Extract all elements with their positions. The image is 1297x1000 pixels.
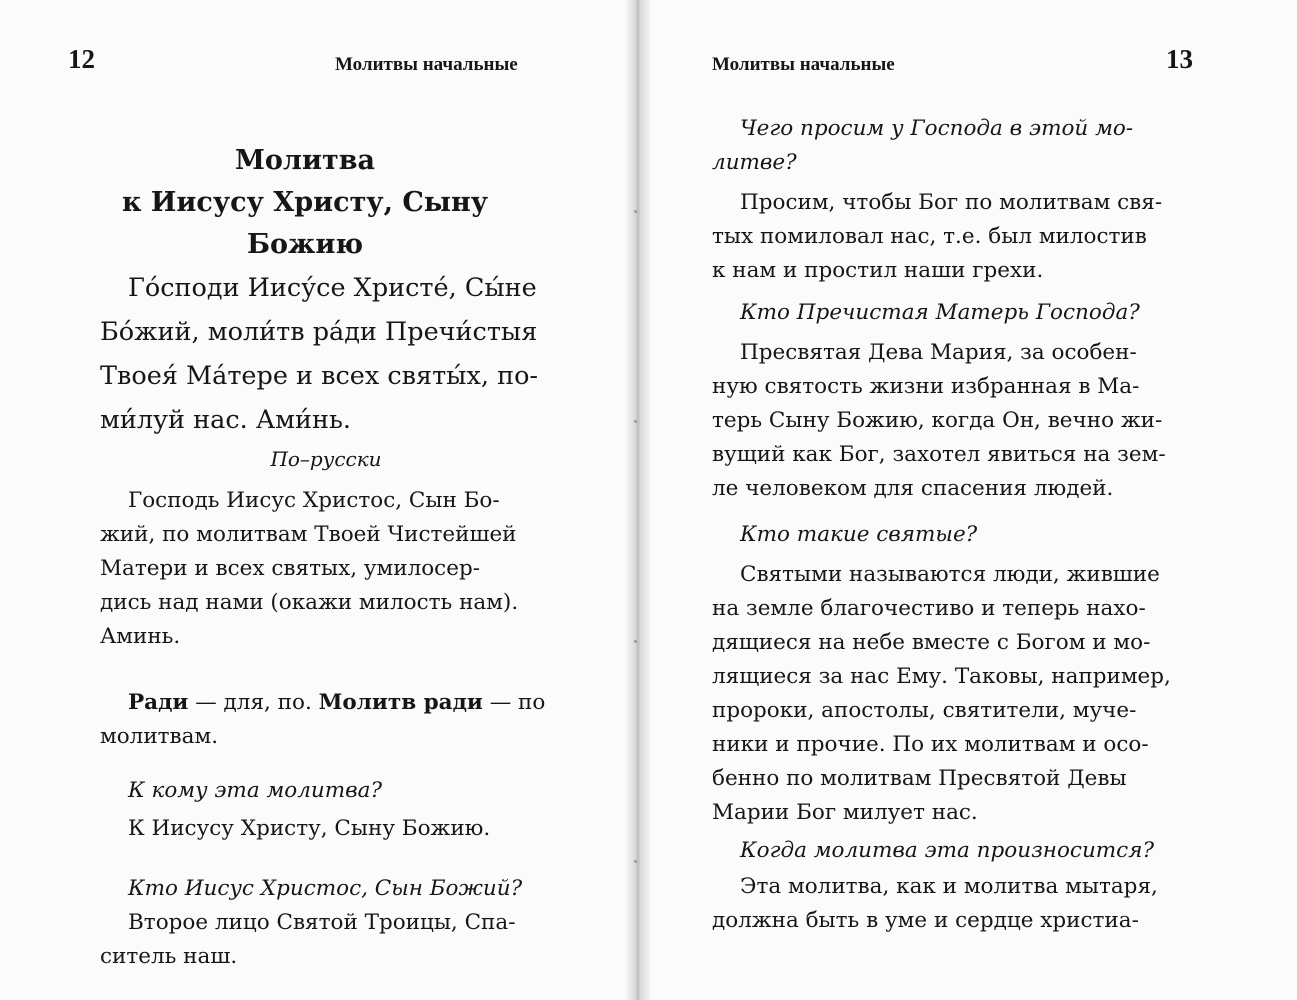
word-gloss (100, 686, 552, 754)
answer-line: пророки, апостолы, святители, муче- (712, 698, 1137, 723)
answer-line: Святыми называются люди, жившие (740, 562, 1160, 587)
gloss-line: молитвам. (100, 724, 219, 749)
answer-line: Пресвятая Дева Мария, за особен- (740, 340, 1137, 365)
russian-subheading: По–русски (270, 447, 382, 471)
answer-line: должна быть в уме и сердце христиа- (712, 908, 1139, 933)
answer-line: ситель наш. (100, 944, 238, 969)
answer-line: Марии Бог милует нас. (712, 800, 978, 825)
title-line: Молитва (235, 145, 375, 176)
prayer-line: Бо́жий, моли́тв ра́ди Пречи́стыя (100, 317, 538, 347)
right-page (644, 0, 1297, 1000)
prayer-line: Твоея́ Ма́тере и всех святы́х, по- (100, 361, 539, 391)
gloss-definition: — по (482, 690, 546, 715)
gloss-definition: — для, по. (188, 690, 319, 715)
prayer-line: Го́споди Иису́се Христе́, Сы́не (128, 273, 537, 303)
answer-line: Просим, чтобы Бог по молитвам свя- (740, 190, 1163, 215)
right-page-text (712, 112, 1200, 938)
gloss-term: Ради (128, 690, 189, 715)
answer-line: ле человеком для спасения людей. (712, 476, 1114, 501)
question-line: литве? (712, 150, 797, 175)
answer-line: терь Сыну Божию, когда Он, вечно жи- (712, 408, 1163, 433)
answer-line: вущий как Бог, захотел явиться на зем- (712, 442, 1166, 467)
gloss-line (100, 686, 552, 720)
running-head: Молитвы начальные (335, 54, 518, 75)
page-number: 12 (68, 44, 95, 74)
answer-line: Второе лицо Святой Троицы, Спа- (128, 910, 516, 935)
translation-line: Аминь. (100, 624, 181, 649)
answer: К Иисусу Христу, Сыну Божию. (128, 816, 491, 841)
question: К кому эта молитва? (128, 778, 383, 803)
page-number: 13 (1166, 44, 1193, 74)
question: Кто Пречистая Матерь Господа? (740, 300, 1140, 325)
binding-stitch (634, 640, 637, 643)
prayer-line: ми́луй нас. Ами́нь. (100, 405, 351, 435)
answer-line: Эта молитва, как и молитва мытаря, (740, 874, 1158, 899)
book-gutter (626, 0, 650, 1000)
answer-line: ную святость жизни избранная в Ма- (712, 374, 1140, 399)
left-page (0, 0, 632, 1000)
translation-line: Матери и всех святых, умилосер- (100, 556, 480, 581)
question: Кто Иисус Христос, Сын Божий? (128, 876, 523, 901)
running-head: Молитвы начальные (712, 54, 895, 75)
gloss-term: Молитв ради (318, 690, 483, 715)
answer-line: лящиеся за нас Ему. Таковы, например, (712, 664, 1171, 689)
title-line: к Иисусу Христу, Сыну (122, 187, 488, 218)
question-answer-block (100, 774, 552, 974)
question: Когда молитва эта произносится? (740, 838, 1154, 863)
binding-stitch (634, 860, 637, 863)
answer-line: дящиеся на небе вместе с Богом и мо- (712, 630, 1151, 655)
prayer-text (100, 266, 552, 442)
binding-stitch (634, 420, 637, 423)
translation-line: дись над нами (окажи милость нам). (100, 590, 519, 615)
question-line: Чего просим у Господа в этой мо- (740, 116, 1134, 141)
translation-line: Господь Иисус Христос, Сын Бо- (128, 488, 500, 513)
answer-line: ники и прочие. По их молитвам и осо- (712, 732, 1149, 757)
russian-translation (100, 484, 552, 654)
title-line: Божию (246, 229, 364, 260)
answer-line: на земле благочестиво и теперь нахо- (712, 596, 1146, 621)
answer-line: бенно по молитвам Пресвятой Девы (712, 766, 1127, 791)
answer-line: тых помиловал нас, т.е. был милостив (712, 224, 1147, 249)
binding-stitch (634, 210, 637, 213)
prayer-title (100, 140, 510, 266)
question: Кто такие святые? (740, 522, 978, 547)
translation-line: жий, по молитвам Твоей Чистейшей (100, 522, 517, 547)
answer-line: к нам и простил наши грехи. (712, 258, 1044, 283)
